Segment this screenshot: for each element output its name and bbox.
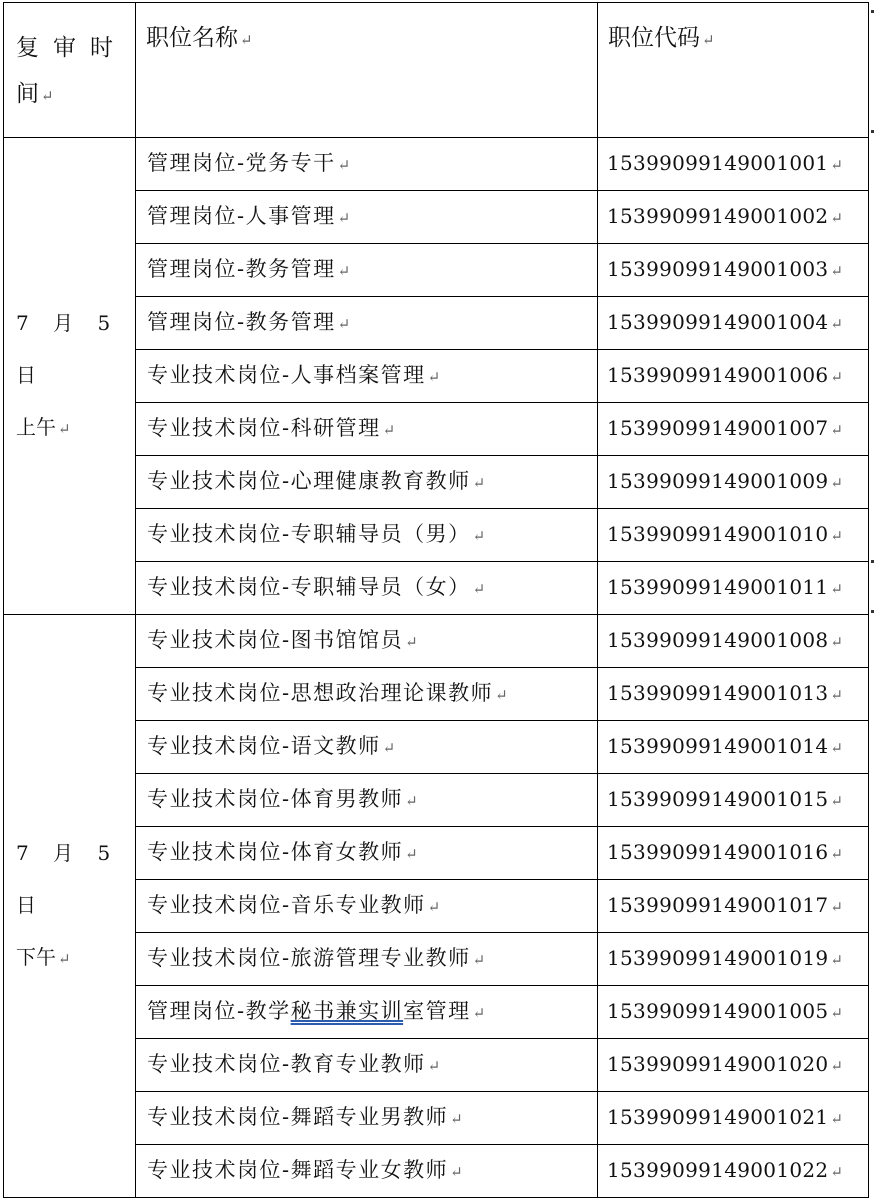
table-row: [4, 138, 869, 191]
position-code-cell: 15399099149001005 ↵: [598, 986, 869, 1039]
return-mark-icon: ↵: [830, 1110, 843, 1128]
review-date: 7 月 5 日: [16, 311, 120, 387]
header-position-name: 职位名称 ↵: [136, 3, 598, 138]
margin-dot: [871, 610, 874, 613]
review-time-afternoon: [4, 615, 136, 1198]
position-name-cell: 管理岗位-教务管理 ↵: [136, 297, 598, 350]
return-mark-icon: ↵: [337, 315, 351, 333]
return-mark-icon: ↵: [702, 31, 715, 49]
position-name-cell: 专业技术岗位-人事档案管理 ↵: [136, 350, 598, 403]
position-name-cell: 专业技术岗位-图书馆馆员 ↵: [136, 615, 598, 668]
return-mark-icon: ↵: [382, 739, 396, 757]
return-mark-icon: ↵: [240, 31, 253, 49]
table-row: [4, 615, 869, 668]
return-mark-icon: ↵: [830, 951, 843, 969]
return-mark-icon: ↵: [830, 898, 843, 916]
position-code-cell: 15399099149001009 ↵: [598, 456, 869, 509]
position-code-cell: 15399099149001022 ↵: [598, 1145, 869, 1198]
return-mark-icon: ↵: [830, 474, 843, 492]
return-mark-icon: ↵: [58, 420, 71, 438]
position-name-cell: 专业技术岗位-思想政治理论课教师 ↵: [136, 668, 598, 721]
position-name-cell: 管理岗位-党务专干 ↵: [136, 138, 598, 191]
position-code-cell: 15399099149001021 ↵: [598, 1092, 869, 1145]
position-code-cell: 15399099149001010 ↵: [598, 509, 869, 562]
return-mark-icon: ↵: [450, 1163, 463, 1181]
position-name-cell: 专业技术岗位-专职辅导员（女） ↵: [136, 562, 598, 615]
return-mark-icon: ↵: [830, 739, 843, 757]
return-mark-icon: ↵: [830, 633, 843, 651]
margin-dot: [871, 10, 874, 13]
position-code-cell: 15399099149001017 ↵: [598, 880, 869, 933]
position-code-cell: 15399099149001011 ↵: [598, 562, 869, 615]
return-mark-icon: ↵: [830, 1004, 843, 1022]
table-header-row: [4, 3, 869, 138]
position-code-cell: 15399099149001001 ↵: [598, 138, 869, 191]
return-mark-icon: ↵: [337, 156, 351, 174]
review-period: 下午: [16, 945, 56, 969]
position-name-cell: 管理岗位-教学秘书兼实训室管理 ↵: [136, 986, 598, 1039]
return-mark-icon: ↵: [472, 1004, 486, 1022]
position-name-cell: 专业技术岗位-科研管理 ↵: [136, 403, 598, 456]
margin-dot: [871, 130, 874, 133]
return-mark-icon: ↵: [830, 315, 843, 333]
position-code-cell: 15399099149001003 ↵: [598, 244, 869, 297]
return-mark-icon: ↵: [450, 1110, 463, 1128]
position-name-cell: 专业技术岗位-舞蹈专业女教师 ↵: [136, 1145, 598, 1198]
return-mark-icon: ↵: [830, 845, 843, 863]
return-mark-icon: ↵: [830, 527, 843, 545]
position-name-cell: 管理岗位-人事管理 ↵: [136, 191, 598, 244]
review-date: 7 月 5 日: [16, 841, 120, 917]
return-mark-icon: ↵: [382, 421, 396, 439]
margin-dot: [871, 560, 874, 563]
return-mark-icon: ↵: [472, 474, 486, 492]
return-mark-icon: ↵: [830, 368, 843, 386]
position-code-cell: 15399099149001007 ↵: [598, 403, 869, 456]
position-code-cell: 15399099149001015 ↵: [598, 774, 869, 827]
return-mark-icon: ↵: [472, 527, 486, 545]
position-name-cell: 专业技术岗位-旅游管理专业教师 ↵: [136, 933, 598, 986]
return-mark-icon: ↵: [41, 87, 54, 105]
position-name-cell: 专业技术岗位-体育男教师 ↵: [136, 774, 598, 827]
return-mark-icon: ↵: [427, 898, 441, 916]
return-mark-icon: ↵: [337, 209, 351, 227]
return-mark-icon: ↵: [830, 156, 843, 174]
return-mark-icon: ↵: [405, 633, 418, 651]
return-mark-icon: ↵: [830, 421, 843, 439]
return-mark-icon: ↵: [427, 1057, 441, 1075]
header-review-time: [4, 3, 136, 138]
position-name-cell: 专业技术岗位-专职辅导员（男） ↵: [136, 509, 598, 562]
position-code-cell: 15399099149001002 ↵: [598, 191, 869, 244]
return-mark-icon: ↵: [830, 580, 843, 598]
return-mark-icon: ↵: [337, 262, 351, 280]
return-mark-icon: ↵: [495, 686, 508, 704]
position-code-cell: 15399099149001014 ↵: [598, 721, 869, 774]
position-name-cell: 专业技术岗位-舞蹈专业男教师 ↵: [136, 1092, 598, 1145]
return-mark-icon: ↵: [405, 845, 418, 863]
position-name-cell: 专业技术岗位-心理健康教育教师 ↵: [136, 456, 598, 509]
return-mark-icon: ↵: [830, 686, 843, 704]
return-mark-icon: ↵: [405, 792, 418, 810]
header-review-time-line2: 间: [16, 81, 39, 107]
position-code-cell: 15399099149001016 ↵: [598, 827, 869, 880]
return-mark-icon: ↵: [472, 580, 486, 598]
return-mark-icon: ↵: [830, 1057, 843, 1075]
return-mark-icon: ↵: [427, 368, 441, 386]
position-name-cell: 专业技术岗位-教育专业教师 ↵: [136, 1039, 598, 1092]
return-mark-icon: ↵: [472, 951, 486, 969]
return-mark-icon: ↵: [830, 1163, 843, 1181]
return-mark-icon: ↵: [58, 950, 71, 968]
return-mark-icon: ↵: [830, 209, 843, 227]
header-position-code: 职位代码 ↵: [598, 3, 869, 138]
position-code-cell: 15399099149001008 ↵: [598, 615, 869, 668]
position-code-cell: 15399099149001019 ↵: [598, 933, 869, 986]
proofing-underline-text: 秘书兼实训: [290, 999, 404, 1023]
position-table: [3, 2, 869, 1198]
position-name-cell: 专业技术岗位-体育女教师 ↵: [136, 827, 598, 880]
position-name-cell: 专业技术岗位-音乐专业教师 ↵: [136, 880, 598, 933]
position-name-cell: 管理岗位-教务管理 ↵: [136, 244, 598, 297]
header-review-time-line1: 复审时: [16, 35, 127, 61]
review-period: 上午: [16, 415, 56, 439]
position-code-cell: 15399099149001004 ↵: [598, 297, 869, 350]
return-mark-icon: ↵: [830, 792, 843, 810]
position-code-cell: 15399099149001013 ↵: [598, 668, 869, 721]
position-code-cell: 15399099149001020 ↵: [598, 1039, 869, 1092]
position-code-cell: 15399099149001006 ↵: [598, 350, 869, 403]
position-name-cell: 专业技术岗位-语文教师 ↵: [136, 721, 598, 774]
return-mark-icon: ↵: [830, 262, 843, 280]
review-time-morning: [4, 138, 136, 615]
